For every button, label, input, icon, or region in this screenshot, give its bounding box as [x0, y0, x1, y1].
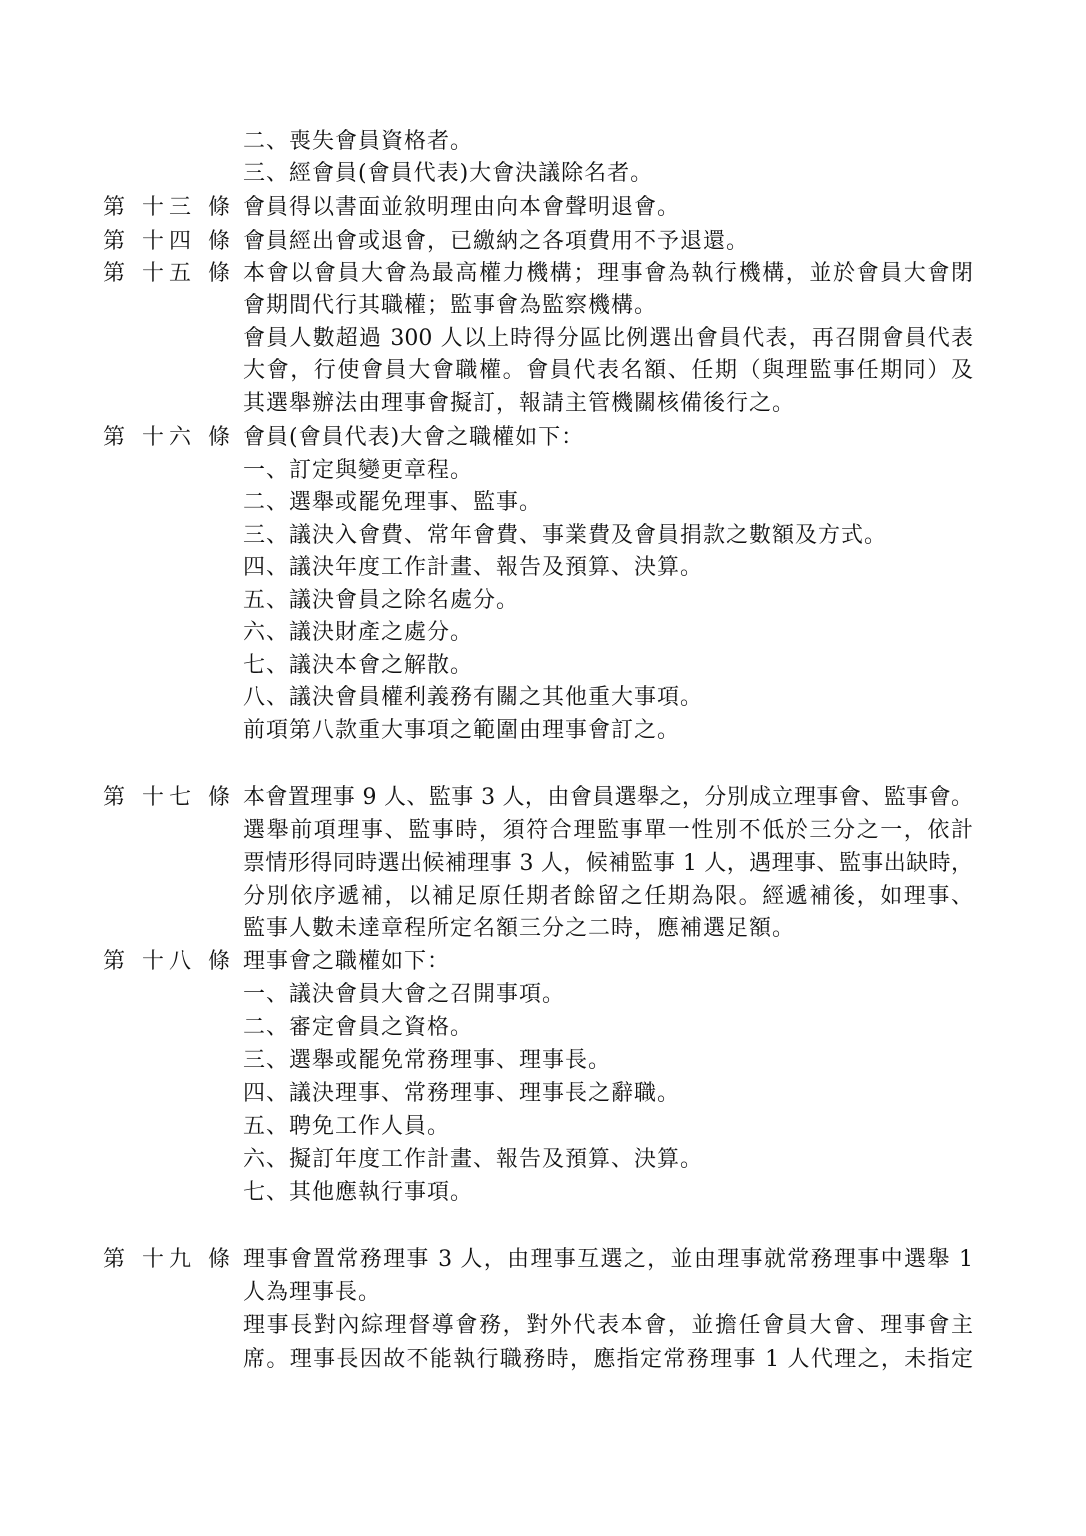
line-text: 本會以會員大會為最高權力機構；理事會為執行機構，並於會員大會閉 [243, 261, 973, 286]
line-text: 一、訂定與變更章程。 [243, 458, 474, 483]
line-text: 理事會置常務理事 3 人，由理事互選之，並由理事就常務理事中選舉 1 [243, 1247, 973, 1272]
line-text: 五、聘免工作人員。 [243, 1114, 451, 1139]
line-text: 四、議決年度工作計畫、報告及預算、決算。 [243, 555, 704, 580]
line-text: 本會置理事 9 人、監事 3 人，由會員選舉之，分別成立理事會、監事會。 [243, 785, 973, 810]
article-number: 第 十七 條 [103, 785, 235, 810]
line-text: 理事長對內綜理督導會務，對外代表本會，並擔任會員大會、理事會主 [243, 1313, 973, 1338]
article-number: 第 十三 條 [103, 195, 235, 220]
article-number: 第 十六 條 [103, 425, 235, 450]
line-text: 六、議決財產之處分。 [243, 620, 474, 645]
line-text: 會員人數超過 300 人以上時得分區比例選出會員代表，再召開會員代表 [243, 326, 973, 351]
line-text: 席。理事長因故不能執行職務時，應指定常務理事 1 人代理之，未指定 [243, 1347, 973, 1372]
line-text: 會員經出會或退會，已繳納之各項費用不予退還。 [243, 229, 750, 254]
line-text: 二、喪失會員資格者。 [243, 129, 474, 154]
line-text: 八、議決會員權利義務有關之其他重大事項。 [243, 685, 704, 710]
line-text: 監事人數未達章程所定名額三分之二時，應補選足額。 [243, 916, 796, 941]
line-text: 二、選舉或罷免理事、監事。 [243, 490, 543, 515]
article-number: 第 十四 條 [103, 229, 235, 254]
line-text: 七、其他應執行事項。 [243, 1180, 474, 1205]
article-number: 第 十五 條 [103, 261, 235, 286]
line-text: 會期間代行其職權；監事會為監察機構。 [243, 293, 658, 318]
line-text: 三、經會員(會員代表)大會決議除名者。 [243, 161, 654, 186]
article-number: 第 十九 條 [103, 1247, 235, 1272]
line-text: 理事會之職權如下： [243, 949, 451, 974]
line-text: 其選舉辦法由理事會擬訂，報請主管機關核備後行之。 [243, 391, 796, 416]
article-number: 第 十八 條 [103, 949, 235, 974]
line-text: 三、議決入會費、常年會費、事業費及會員捐款之數額及方式。 [243, 523, 888, 548]
line-text: 五、議決會員之除名處分。 [243, 588, 520, 613]
line-text: 六、擬訂年度工作計畫、報告及預算、決算。 [243, 1147, 704, 1172]
line-text: 分別依序遞補，以補足原任期者餘留之任期為限。經遞補後，如理事、 [243, 884, 973, 909]
line-text: 三、選舉或罷免常務理事、理事長。 [243, 1048, 612, 1073]
line-text: 會員得以書面並敘明理由向本會聲明退會。 [243, 195, 681, 220]
line-text: 四、議決理事、常務理事、理事長之辭職。 [243, 1081, 681, 1106]
line-text: 大會，行使會員大會職權。會員代表名額、任期（與理監事任期同）及 [243, 358, 973, 383]
line-text: 二、審定會員之資格。 [243, 1015, 474, 1040]
line-text: 前項第八款重大事項之範圍由理事會訂之。 [243, 718, 681, 743]
line-text: 人為理事長。 [243, 1280, 382, 1305]
line-text: 一、議決會員大會之召開事項。 [243, 982, 566, 1007]
line-text: 票情形得同時選出候補理事 3 人，候補監事 1 人，遇理事、監事出缺時， [243, 851, 973, 876]
line-text: 選舉前項理事、監事時，須符合理監事單一性別不低於三分之一，依計 [243, 818, 973, 843]
line-text: 會員(會員代表)大會之職權如下： [243, 425, 585, 450]
line-text: 七、議決本會之解散。 [243, 653, 474, 678]
